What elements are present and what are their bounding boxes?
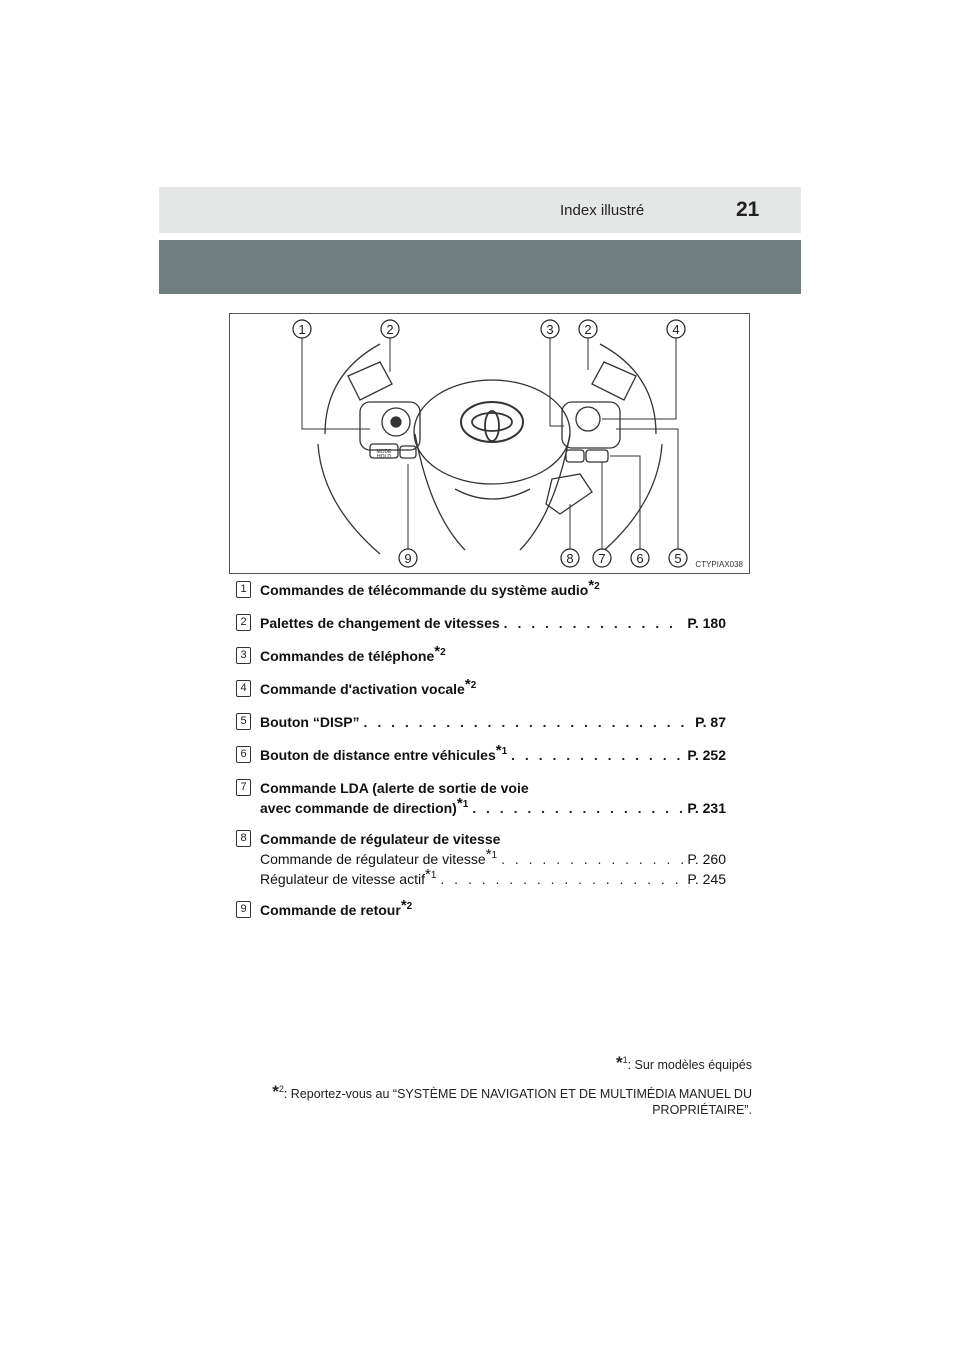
phone-dial-icon [576, 407, 600, 431]
back-button [400, 446, 416, 458]
item-label: Commande de régulateur de vitesse [260, 831, 501, 847]
list-item-3: 3 Commandes de téléphone$^{*2}$ [236, 646, 726, 668]
item-label: Commande d'activation vocale [260, 681, 465, 697]
item-label: Commandes de téléphone [260, 648, 435, 664]
callout-top-4: 4 [672, 322, 680, 337]
figure-code: CTYPIAX038 [695, 560, 743, 569]
item-label: Bouton de distance entre véhicules [260, 747, 496, 763]
page-reference[interactable]: P. 180 [687, 615, 726, 631]
list-item-1: 1 Commandes de télécommande du système audio$^{*2}$ [236, 580, 726, 602]
item-number: 1 [236, 581, 251, 598]
sub-item-label: Régulateur de vitesse actif [260, 871, 425, 887]
item-number: 2 [236, 614, 251, 631]
page-reference[interactable]: P. 231 [687, 800, 726, 816]
paddle-right [592, 362, 636, 400]
item-number: 6 [236, 746, 251, 763]
list-item-5 [236, 712, 726, 734]
steering-wheel-figure [229, 313, 750, 574]
wheel-rim-left [325, 344, 380, 434]
distance-button [586, 450, 608, 462]
page-reference[interactable]: P. 260 [687, 851, 726, 867]
paddle-left [348, 362, 392, 400]
list-item-9: 9 Commande de retour$^{*2}$ [236, 900, 726, 922]
footnote-2: *$^2$: Reportez-vous au “SYSTÈME DE NAVIGATION ET DE MULTIMÉDIA MANUEL DU PROPRIÉTAIRE”. [272, 1082, 752, 1117]
item-label-continued: avec commande de direction) [260, 800, 457, 816]
item-label: Palettes de changement de vitesses [260, 615, 500, 631]
list-item-2 [236, 613, 726, 635]
sub-item-label: Commande de régulateur de vitesse [260, 851, 486, 867]
item-label: Commande LDA (alerte de sortie de voie [260, 780, 529, 796]
item-label: Commande de retour [260, 902, 401, 918]
item-number: 8 [236, 830, 251, 847]
header-bar [159, 187, 801, 233]
item-label: Commandes de télécommande du système audio [260, 582, 589, 598]
item-label: Bouton “DISP” [260, 714, 360, 730]
callout-bottom-8: 8 [566, 551, 574, 566]
component-list [236, 577, 726, 933]
callout-bottom-9: 9 [404, 551, 412, 566]
item-number: 4 [236, 680, 251, 697]
list-item-8: 8 Commande de régulateur de vitesse Commande de régulateur de vitesse$^{*1}$ . . . P. 260 Régulateur de vitesse actif$^{*1}$ . . . P. 245 [236, 829, 726, 889]
footnote-1: *$^1$: Sur modèles équipés [615, 1053, 752, 1072]
page-reference[interactable]: P. 87 [695, 714, 726, 730]
airbag-hub [414, 380, 570, 484]
list-item-4: 4 Commande d'activation vocale$^{*2}$ [236, 679, 726, 701]
item-number: 3 [236, 647, 251, 664]
steering-wheel-illustration [230, 314, 750, 574]
lda-button [566, 450, 584, 462]
callout-top-3: 3 [546, 322, 554, 337]
phone-switch-panel [562, 402, 620, 448]
section-title: Index illustré [560, 202, 645, 219]
list-item-6: 6 Bouton de distance entre véhicules$^{*1}$ . . . P. 252 [236, 745, 726, 767]
mode-label: MODE [376, 449, 392, 455]
hold-label: HOLD [377, 454, 391, 460]
toyota-logo-icon [461, 402, 523, 442]
page-reference[interactable]: P. 252 [687, 747, 726, 763]
footnotes [228, 1052, 752, 1126]
page-number: 21 [736, 198, 760, 221]
callout-top-2: 2 [386, 322, 394, 337]
callout-bottom-5: 5 [674, 551, 682, 566]
list-item-7: 7 Commande LDA (alerte de sortie de voie avec commande de direction)$^{*1}$ . . . P. 231 [236, 778, 726, 818]
callout-top-1: 1 [298, 322, 306, 337]
callout-top-2b: 2 [584, 322, 592, 337]
callout-bottom-7: 7 [598, 551, 606, 566]
item-number: 5 [236, 713, 251, 730]
item-number: 7 [236, 779, 251, 796]
chapter-band [159, 240, 801, 294]
cruise-control-lever [546, 474, 592, 514]
callout-bottom-6: 6 [636, 551, 644, 566]
wheel-rim-right [600, 344, 656, 434]
item-number: 9 [236, 901, 251, 918]
page-reference[interactable]: P. 245 [687, 871, 726, 887]
